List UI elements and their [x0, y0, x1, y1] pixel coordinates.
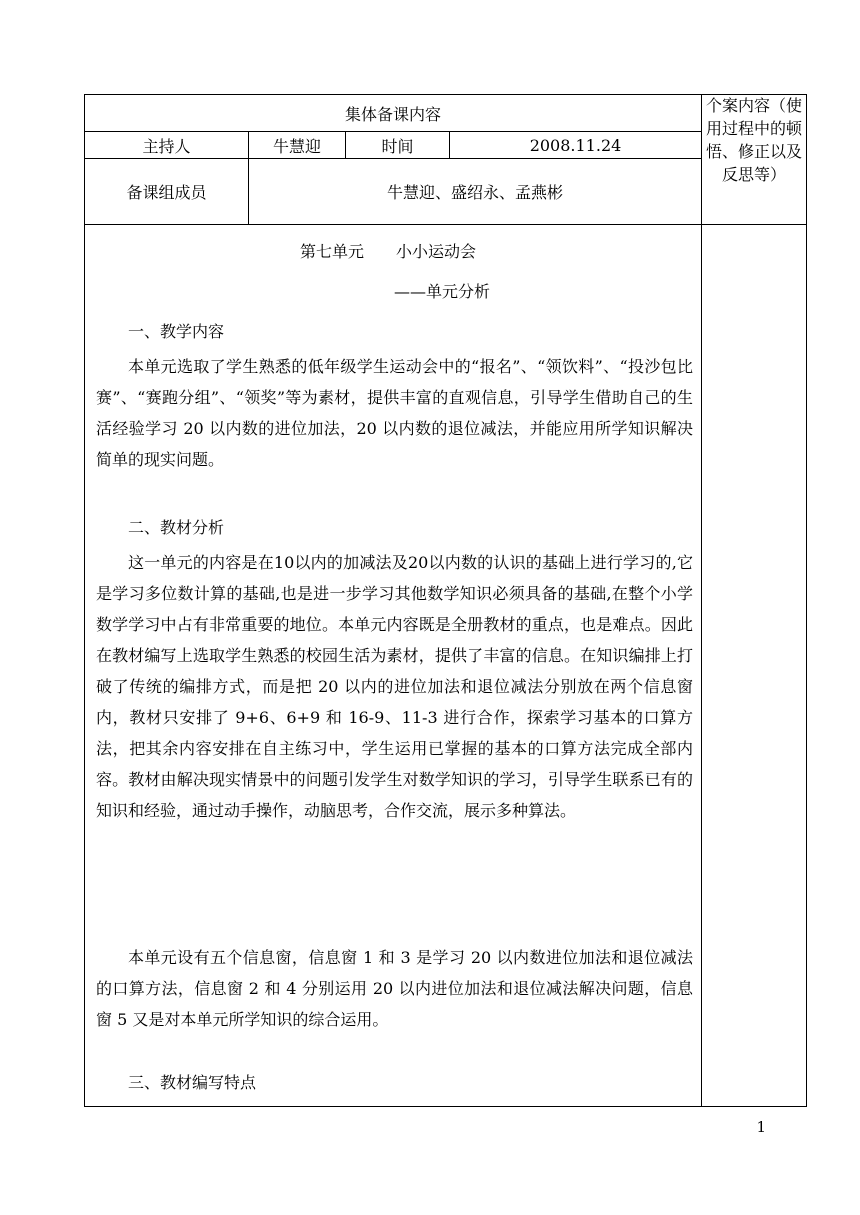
- table-border-bottom: [84, 1106, 807, 1107]
- time-value: 2008.11.24: [529, 135, 622, 155]
- header-bottom-border: [84, 224, 807, 225]
- time-label: 时间: [381, 136, 414, 156]
- section-heading-2: 二、教材分析: [128, 518, 225, 537]
- unit-subtitle: ——单元分析: [394, 282, 491, 301]
- unit-title: 第七单元 小小运动会: [300, 242, 477, 261]
- section-heading-3: 三、教材编写特点: [128, 1073, 257, 1092]
- side-column-title: 个案内容（使用过程中的顿悟、修正以及反思等）: [705, 96, 802, 184]
- table-border-right: [806, 94, 807, 1107]
- column-divider-side: [701, 94, 702, 1107]
- section-heading-1: 一、教学内容: [128, 322, 225, 341]
- page-number: 1: [756, 1118, 766, 1136]
- paragraph-material-analysis: 这一单元的内容是在10以内的加减法及20以内数的认识的基础上进行学习的,它是学习多位数计算的基础,也是进一步学习其他数学知识必须具备的基础,在整个小学数学学习中占有非常重要的地位。本单元内容既是全册教材的重点，也是难点。因此在教材编写上选取学生熟悉的校园生活为素材，提供了丰富的信息。在知识编排上打破了传统的编排方式，而是把 20 以内的进位加法和退位减法分别放在两个信息窗内，教材只安排了 9+6、6+9 和 16-9、11-3 进行合作，探索学习基本的口算方法，把其余内容安排在自主练习中，学生运用已掌握的基本的口算方法完成全部内容。教材由解决现实情景中的问题引发学生对数学知识的学习，引导学生联系已有的知识和经验，通过动手操作，动脑思考，合作交流，展示多种算法。: [96, 553, 693, 820]
- table-border-left: [84, 94, 85, 1107]
- members-label: 备课组成员: [126, 183, 207, 202]
- members-names: 牛慧迎、盛绍永、孟燕彬: [386, 183, 563, 202]
- paragraph-teaching-content: 本单元选取了学生熟悉的低年级学生运动会中的“报名”、“领饮料”、“投沙包比赛”、“赛跑分组”、“领奖”等为素材，提供丰富的直观信息，引导学生借助自己的生活经验学习 20 以内数的进位加法，20 以内数的退位减法，并能应用所学知识解决简单的现实问题。: [96, 357, 693, 469]
- host-name: 牛慧迎: [272, 136, 321, 156]
- paragraph-info-windows: 本单元设有五个信息窗，信息窗 1 和 3 是学习 20 以内数进位加法和退位减法的口算方法，信息窗 2 和 4 分别运用 20 以内进位加法和退位减法解决问题，信息窗 5 又是对本单元所学知识的综合运用。: [96, 948, 693, 1029]
- table-title: 集体备课内容: [344, 104, 441, 124]
- host-label: 主持人: [142, 136, 191, 156]
